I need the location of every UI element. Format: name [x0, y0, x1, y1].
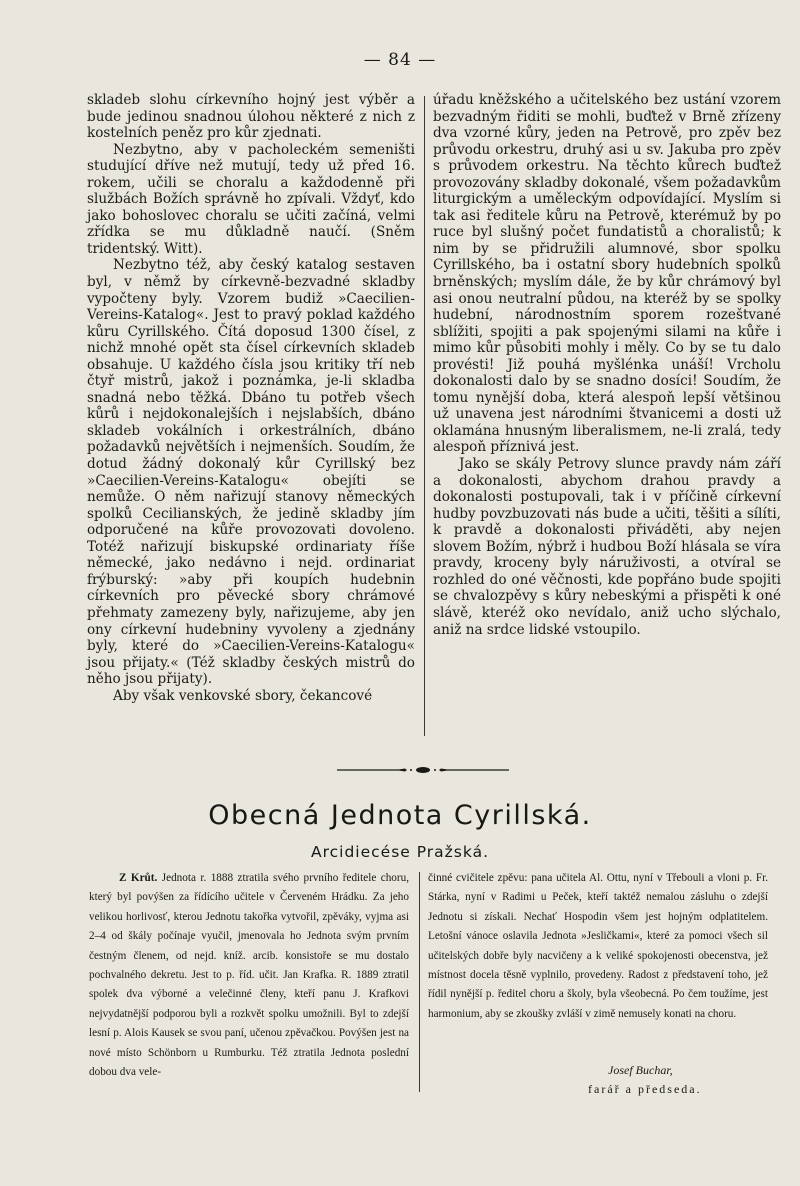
column-divider [419, 872, 420, 1092]
paragraph: Jako se skály Petrovy slunce pravdy nám září a dokonalosti, abychom drahou pravdy a dokonalosti postupovali, tak i v příčině církevní hudby povzbuzovati nás bude a učiti, těšiti a sílíti, k pravdě a dokonalosti přiváděti, aby nejen slovem Božím, nýbrž i hudbou Boží hlásala se víra pravdy, kroceny byly náruživosti, a otvíral se rozhled do oné věčnosti, kde popřáno bude spojiti se chvalozpěvy s kůry nebeskými a přispěti k oné slávě, kteréž oko nevídalo, aniž ucho slýchalo, aniž na srdce lidské vstoupilo. [433, 456, 781, 638]
report-text: činné cvičitele zpěvu: pana učitela Al. Ottu, nyní v Třebouli a vloni p. Fr. Stárka, nyní v Radimi u Peček, kteří taktéž nemalou zásluhu o zdejší Jednotu si získali. Nechať Hospodin všem jest hojným odplatitelem. Letošní vánoce oslavila Jednota »Jesličkami«, které za pomoci všech sil učitelských dobře byly nacvičeny a k veliké spokojenosti obecenstva, jež místnost docela těsně vyplnilo, provedeny. Radost z představení toho, jež řídil nynější p. ředitel choru a školy, byla všeobecná. Po čem toužíme, jest harmonium, aby se zkoušky zvláší v zimě nemusely konati na choru. [428, 872, 768, 1020]
paragraph: Nezbytno též, aby český katalog sestaven byl, v němž by církevně-bezvadné skladby vypočteny byly. Vzorem budiž »Caecilien-Vereins-Katalog«. Jest to pravý poklad každého kůru Cyrillského. Čítá doposud 1300 čísel, z nichž mnohé opět sta čísel církevních skladeb obsahuje. U každého čísla jsou kritiky tří neb čtyř mistrů, jakož i poznámka, je-li skladba snadná nebo těžká. Dbáno tu potřeb všech kůrů i nejdokonalejších i nejslabších, dbáno skladeb vokálních i orkestrálních, dbáno požadavků největších i nejmenších. Soudím, že dotud žádný dokonalý kůr Cyrillský bez »Caecilien-Vereins-Katalogu« obejíti se nemůže. O něm nařizují stanovy německých spolků Cecilianských, že jedině skladby jím odporučené na kůře provozovati dovoleno. Totéž nařizují biskupské ordinariaty říše německé, jako nedávno i nejd. ordinariat frýburský: »aby při koupích hudebnin církevních pro pěvecké sbory chrámové přehmaty zamezeny byly, nařizujeme, aby jen ony církevní hudebniny vyvoleny a zjednány byly, které do »Caecilien-Vereins-Katalogu« jsou přijaty.« (Též skladby českých mistrů do něho jsou přijaty). [87, 257, 415, 688]
report-location-label: Z Krůt. [119, 872, 158, 884]
paragraph: Aby však venkovské sbory, čekancové [113, 687, 373, 704]
column-divider [424, 96, 425, 736]
paragraph: úřadu kněžského a učitelského bez ustání vzorem bezvadným řiditi se mohli, buďtež v Brně zřízeny dva vzorné kůry, jeden na Petrově, pro zpěv bez průvodu orkestru, druhý asi u sv. Jakuba pro zpěv s průvodem orkestru. Na těchto kůrech buďtež provozovány skladby dokonalé, všem požadavkům liturgickým a uměleckým odpovídající. Myslím si tak asi ředitele kůru na Petrově, kterémuž by po ruce byl slušný počet fundatistů a choralistů; k nim by se přidružili alumnové, sbor spolku Cyrillského, ba i ostatní sbory hudebních spolků brněnských; myslím dále, že by kůr chrámový byl asi onou neutralní půdou, na kteréž by se spolky hudební, národnostním sporem rozeštvané sblížiti, spojiti a pak spojenými silami na kůře i mimo kůr působiti mohly i měly. Co by se tu dalo provésti! Již pouhá myšlénka unáší! Vrcholu dokonalosti dalo by se snadno dosíci! Soudím, že tomu nynější doba, která alespoň lepší většinou už unavena jest národními štvanicemi a dosti už oklamána hnusným liberalismem, ne-li zralá, tedy alespoň příznivá jest. [433, 92, 781, 456]
paragraph: Nezbytno, aby v pacholeckém semeništi studující dříve než mutují, tedy už před 16. rokem, učili se choralu a každodenně při službách Božích správně ho zpívali. Vždyť, kdo jako bohoslovec choralu se učiti začíná, velmi zřídka se mu důkladně naučí. (Sněm tridentský. Witt). [87, 141, 415, 257]
signature [588, 1061, 780, 1099]
article-left-column [87, 92, 415, 704]
report-paragraph [89, 869, 409, 1082]
paragraph: skladeb slohu církevního hojný jest výběr a bude jedinou snadnou úlohou některé z nich z kostelních peněz pro kůr zjednati. [87, 92, 415, 142]
signature-name: Josef Buchar, [608, 1063, 673, 1077]
section-subtitle: Arcidiecése Pražská. [310, 843, 490, 861]
signature-role: farář a předseda. [588, 1082, 702, 1096]
report-left-column [89, 869, 409, 1082]
section-title: Obecná Jednota Cyrillská. [208, 800, 592, 831]
ornament-divider-icon [337, 764, 509, 776]
article-right-column [433, 92, 781, 638]
report-right-column [428, 869, 768, 1024]
report-text: Jednota r. 1888 ztratila svého prvního ředitele choru, který byl povýšen za řídícího učitele v Červeném Hrádku. Za jeho velikou horlivosť, kterou Jednotu takořka vytvořil, zpěváky, vyjma asi 2–4 od škály počínaje vyučil, jmenovala ho Jednota svým prvním čestným členem, od nejd. kníž. arcib. konsistoře se mu dostalo pochvalného dekretu. Jest to p. říd. učit. Jan Krafka. R. 1889 ztratil spolek dva výborné a velečinné členy, kteří panu J. Krafkovi nejvydatnější podporou byli a rozkvět spolku umožnili. Byl to zdejší lesní p. Alois Kausek se svou paní, učenou zpěvačkou. Povýšen jest na nové místo Schönborn u Rumburku. Též ztratila Jednota poslední dobou dva vele- [89, 872, 409, 1079]
page-number: — 84 — [363, 50, 437, 70]
